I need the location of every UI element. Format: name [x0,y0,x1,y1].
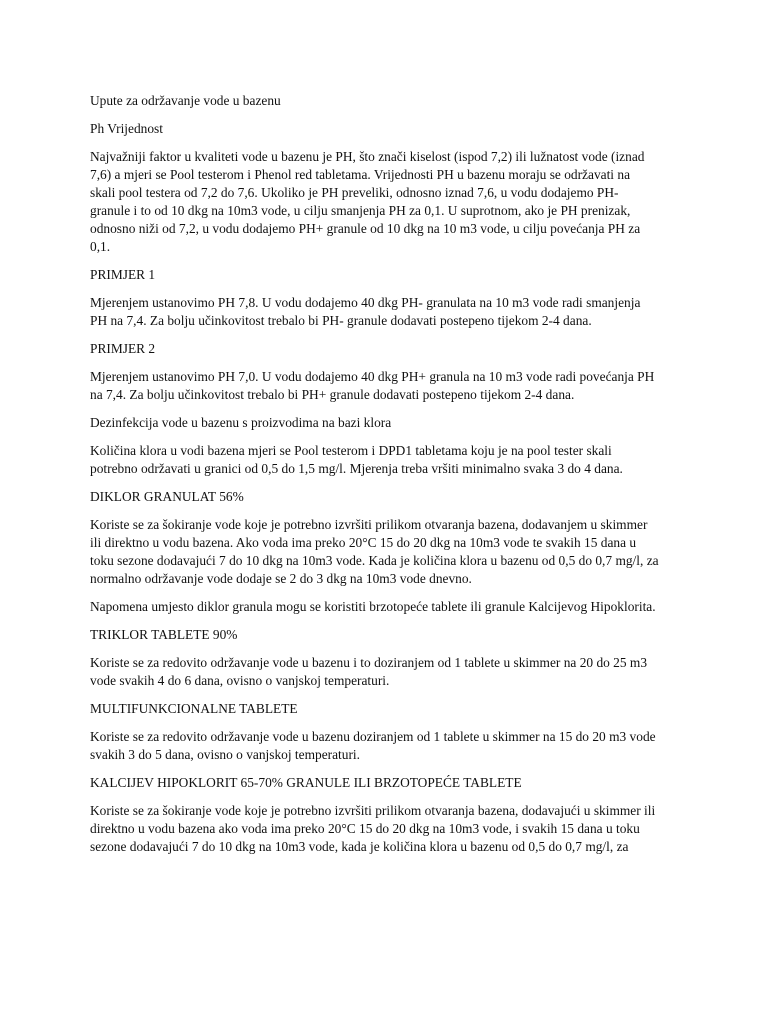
diklor-body: Koriste se za šokiranje vode koje je potrebno izvršiti prilikom otvaranja bazena, dodavanjem u skimmer ili direktno u vodu bazena. Ako voda ima preko 20°C 15 do 20 dkg na 10m3 vode te svakih 15 dana u toku sezone dodavajući 7 do 10 dkg na 10m3 vode. Kada je količina klora u bazenu od 0,5 do 0,7 mg/l, za normalno održavanje vode dodaje se 2 do 3 dkg na 10m3 vode dnevno. [90,517,659,586]
document-content [90,92,690,866]
disinfection-heading: Dezinfekcija vode u bazenu s proizvodima na bazi klora [90,415,392,430]
example2-heading: PRIMJER 2 [90,341,156,356]
example1-heading: PRIMJER 1 [90,267,156,282]
kalcijev-heading: KALCIJEV HIPOKLORIT 65-70% GRANULE ILI BRZOTOPEĆE TABLETE [90,775,522,790]
example1-body: Mjerenjem ustanovimo PH 7,8. U vodu dodajemo 40 dkg PH- granulata na 10 m3 vode radi smanjenja PH na 7,4. Za bolju učinkovitost trebalo bi PH- granule dodavati postepeno tijekom 2-4 dana. [90,295,641,328]
document-title: Upute za održavanje vode u bazenu [90,93,281,108]
multifunkcionalne-heading: MULTIFUNKCIONALNE TABLETE [90,701,298,716]
disinfection-body: Količina klora u vodi bazena mjeri se Pool testerom i DPD1 tabletama koju je na pool tester skali potrebno održavati u granici od 0,5 do 1,5 mg/l. Mjerenja treba vršiti minimalno svaka 3 do 4 dana. [90,443,623,476]
ph-body: Najvažniji faktor u kvaliteti vode u bazenu je PH, što znači kiselost (ispod 7,2) ili lužnatost vode (iznad 7,6) a mjeri se Pool testerom i Phenol red tabletama. Vrijednosti PH u bazenu moraju se održavati na skali pool testera od 7,2 do 7,6. Ukoliko je PH preveliki, odnosno iznad 7,6, u vodu dodajemo PH- granule i to od 10 dkg na 10m3 vode, u cilju smanjenja PH za 0,1. U suprotnom, ako je PH prenizak, odnosno niži od 7,2, u vodu dodajemo PH+ granule od 10 dkg na 10 m3 vode, u cilju povećanja PH za 0,1. [90,149,645,254]
kalcijev-body: Koriste se za šokiranje vode koje je potrebno izvršiti prilikom otvaranja bazena, dodavajući u skimmer ili direktno u vodu bazena ako voda ima preko 20°C 15 do 20 dkg na 10m3 vode, i svakih 15 dana u toku sezone dodavajući 7 do 10 dkg na 10m3 vode, kada je količina klora u bazenu od 0,5 do 0,7 mg/l, za [90,803,656,854]
triklor-body: Koriste se za redovito održavanje vode u bazenu i to doziranjem od 1 tablete u skimmer na 20 do 25 m3 vode svakih 4 do 6 dana, ovisno o vanjskoj temperaturi. [90,655,648,688]
diklor-heading: DIKLOR GRANULAT 56% [90,489,244,504]
multifunkcionalne-body: Koriste se za redovito održavanje vode u bazenu doziranjem od 1 tablete u skimmer na 15 do 20 m3 vode svakih 3 do 5 dana, ovisno o vanjskoj temperaturi. [90,729,656,762]
diklor-note: Napomena umjesto diklor granula mogu se koristiti brzotopeće tablete ili granule Kalcijevog Hipoklorita. [90,599,656,614]
example2-body: Mjerenjem ustanovimo PH 7,0. U vodu dodajemo 40 dkg PH+ granula na 10 m3 vode radi povećanja PH na 7,4. Za bolju učinkovitost trebalo bi PH+ granule dodavati postepeno tijekom 2-4 dana. [90,369,655,402]
ph-heading: Ph Vrijednost [90,121,163,136]
triklor-heading: TRIKLOR TABLETE 90% [90,627,238,642]
